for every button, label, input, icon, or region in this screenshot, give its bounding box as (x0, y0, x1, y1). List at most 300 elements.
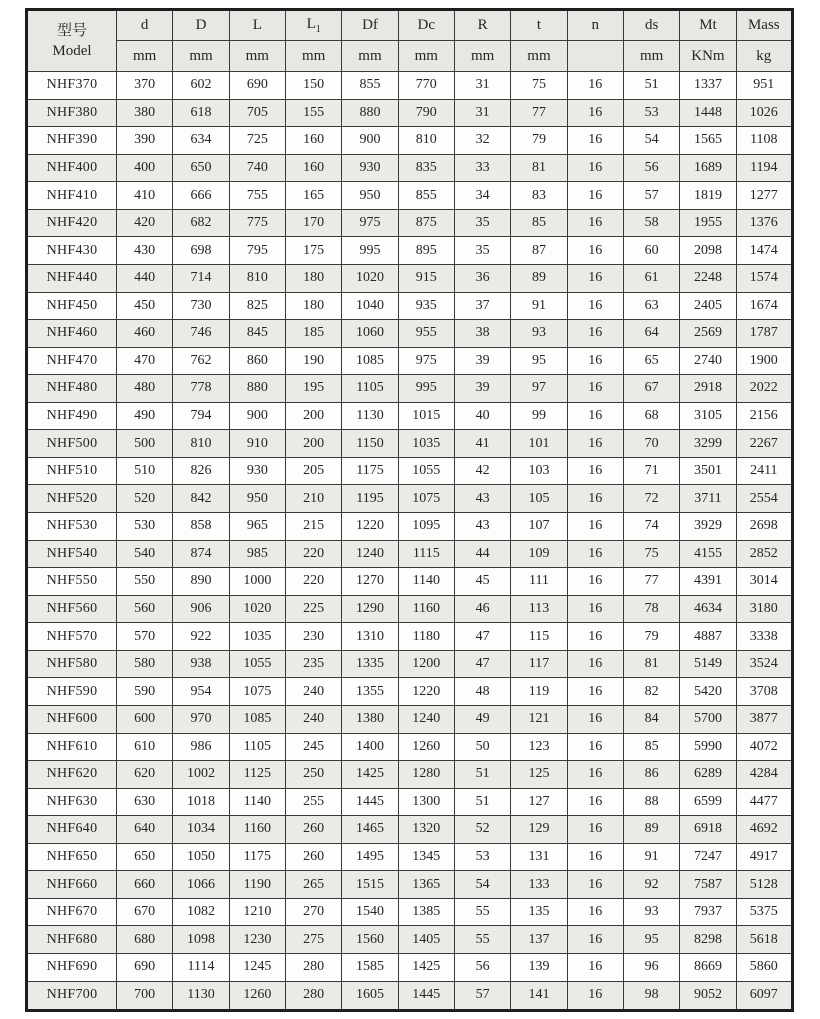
value-cell: 915 (398, 264, 454, 292)
value-cell: 1787 (736, 320, 792, 348)
model-cell: NHF670 (27, 898, 117, 926)
column-header: Mt (680, 10, 736, 41)
value-cell: 590 (117, 678, 173, 706)
value-cell: 1220 (342, 513, 398, 541)
value-cell: 1955 (680, 209, 736, 237)
value-cell: 103 (511, 457, 567, 485)
value-cell: 84 (623, 705, 679, 733)
value-cell: 2411 (736, 457, 792, 485)
value-cell: 1125 (229, 761, 285, 789)
value-cell: 1020 (229, 595, 285, 623)
table-row (27, 981, 793, 1010)
model-cell: NHF550 (27, 568, 117, 596)
table-row (27, 237, 793, 265)
value-cell: 57 (623, 182, 679, 210)
value-cell: 560 (117, 595, 173, 623)
value-cell: 1095 (398, 513, 454, 541)
value-cell: 690 (117, 954, 173, 982)
value-cell: 235 (285, 650, 341, 678)
value-cell: 670 (117, 898, 173, 926)
value-cell: 8298 (680, 926, 736, 954)
value-cell: 880 (342, 99, 398, 127)
value-cell: 1195 (342, 485, 398, 513)
value-cell: 810 (173, 430, 229, 458)
table-row (27, 898, 793, 926)
value-cell: 460 (117, 320, 173, 348)
value-cell: 390 (117, 127, 173, 155)
value-cell: 82 (623, 678, 679, 706)
value-cell: 99 (511, 402, 567, 430)
table-row (27, 513, 793, 541)
value-cell: 3711 (680, 485, 736, 513)
table-head (27, 10, 793, 72)
value-cell: 51 (454, 788, 510, 816)
coupling-spec-table (25, 8, 794, 1012)
value-cell: 634 (173, 127, 229, 155)
value-cell: 16 (567, 733, 623, 761)
model-cell: NHF690 (27, 954, 117, 982)
value-cell: 910 (229, 430, 285, 458)
value-cell: 6097 (736, 981, 792, 1010)
value-cell: 123 (511, 733, 567, 761)
value-cell: 70 (623, 430, 679, 458)
value-cell: 33 (454, 154, 510, 182)
value-cell: 762 (173, 347, 229, 375)
table-row (27, 568, 793, 596)
value-cell: 570 (117, 623, 173, 651)
value-cell: 778 (173, 375, 229, 403)
table-row (27, 127, 793, 155)
value-cell: 1000 (229, 568, 285, 596)
value-cell: 1160 (398, 595, 454, 623)
value-cell: 225 (285, 595, 341, 623)
value-cell: 1020 (342, 264, 398, 292)
value-cell: 790 (398, 99, 454, 127)
value-cell: 49 (454, 705, 510, 733)
value-cell: 85 (623, 733, 679, 761)
table-row (27, 788, 793, 816)
value-cell: 4284 (736, 761, 792, 789)
table-row (27, 375, 793, 403)
value-cell: 690 (229, 72, 285, 100)
value-cell: 1085 (342, 347, 398, 375)
value-cell: 1035 (229, 623, 285, 651)
value-cell: 714 (173, 264, 229, 292)
model-cell: NHF490 (27, 402, 117, 430)
model-cell: NHF680 (27, 926, 117, 954)
column-header: L (229, 10, 285, 41)
model-cell: NHF440 (27, 264, 117, 292)
value-cell: 41 (454, 430, 510, 458)
value-cell: 43 (454, 513, 510, 541)
value-cell: 16 (567, 540, 623, 568)
table-row (27, 402, 793, 430)
value-cell: 16 (567, 485, 623, 513)
value-cell: 1180 (398, 623, 454, 651)
value-cell: 1900 (736, 347, 792, 375)
value-cell: 36 (454, 264, 510, 292)
value-cell: 4477 (736, 788, 792, 816)
value-cell: 1448 (680, 99, 736, 127)
value-cell: 1474 (736, 237, 792, 265)
value-cell: 930 (229, 457, 285, 485)
value-cell: 16 (567, 650, 623, 678)
value-cell: 45 (454, 568, 510, 596)
value-cell: 16 (567, 264, 623, 292)
value-cell: 200 (285, 430, 341, 458)
value-cell: 79 (623, 623, 679, 651)
value-cell: 170 (285, 209, 341, 237)
value-cell: 700 (117, 981, 173, 1010)
model-cell: NHF510 (27, 457, 117, 485)
column-unit: mm (229, 41, 285, 72)
value-cell: 16 (567, 954, 623, 982)
value-cell: 16 (567, 981, 623, 1010)
value-cell: 75 (623, 540, 679, 568)
model-header-zh: 型号 (56, 22, 87, 39)
value-cell: 906 (173, 595, 229, 623)
value-cell: 922 (173, 623, 229, 651)
value-cell: 87 (511, 237, 567, 265)
value-cell: 842 (173, 485, 229, 513)
value-cell: 1140 (398, 568, 454, 596)
value-cell: 5375 (736, 898, 792, 926)
value-cell: 845 (229, 320, 285, 348)
value-cell: 3014 (736, 568, 792, 596)
value-cell: 53 (454, 843, 510, 871)
value-cell: 53 (623, 99, 679, 127)
value-cell: 16 (567, 788, 623, 816)
value-cell: 1425 (398, 954, 454, 982)
model-cell: NHF400 (27, 154, 117, 182)
value-cell: 1445 (398, 981, 454, 1010)
value-cell: 180 (285, 264, 341, 292)
column-header: Dc (398, 10, 454, 41)
model-cell: NHF630 (27, 788, 117, 816)
value-cell: 880 (229, 375, 285, 403)
value-cell: 93 (623, 898, 679, 926)
value-cell: 1270 (342, 568, 398, 596)
value-cell: 1175 (229, 843, 285, 871)
value-cell: 7247 (680, 843, 736, 871)
value-cell: 3180 (736, 595, 792, 623)
value-cell: 109 (511, 540, 567, 568)
value-cell: 1280 (398, 761, 454, 789)
value-cell: 40 (454, 402, 510, 430)
value-cell: 101 (511, 430, 567, 458)
value-cell: 6918 (680, 816, 736, 844)
table-body (27, 72, 793, 1011)
value-cell: 5860 (736, 954, 792, 982)
model-cell: NHF450 (27, 292, 117, 320)
value-cell: 43 (454, 485, 510, 513)
column-header: n (567, 10, 623, 41)
column-header: $L_1$ (285, 10, 341, 41)
value-cell: 1130 (173, 981, 229, 1010)
value-cell: 630 (117, 788, 173, 816)
value-cell: 430 (117, 237, 173, 265)
value-cell: 5990 (680, 733, 736, 761)
value-cell: 950 (229, 485, 285, 513)
value-cell: 89 (623, 816, 679, 844)
model-cell: NHF600 (27, 705, 117, 733)
value-cell: 210 (285, 485, 341, 513)
table-row (27, 761, 793, 789)
value-cell: 245 (285, 733, 341, 761)
value-cell: 54 (623, 127, 679, 155)
value-cell: 995 (398, 375, 454, 403)
value-cell: 2267 (736, 430, 792, 458)
value-cell: 39 (454, 375, 510, 403)
value-cell: 1085 (229, 705, 285, 733)
value-cell: 1055 (229, 650, 285, 678)
value-cell: 1060 (342, 320, 398, 348)
column-header: R (454, 10, 510, 41)
value-cell: 6289 (680, 761, 736, 789)
value-cell: 1230 (229, 926, 285, 954)
value-cell: 160 (285, 154, 341, 182)
value-cell: 682 (173, 209, 229, 237)
value-cell: 794 (173, 402, 229, 430)
value-cell: 650 (173, 154, 229, 182)
value-cell: 5700 (680, 705, 736, 733)
value-cell: 16 (567, 898, 623, 926)
value-cell: 740 (229, 154, 285, 182)
value-cell: 98 (623, 981, 679, 1010)
value-cell: 16 (567, 568, 623, 596)
model-cell: NHF610 (27, 733, 117, 761)
value-cell: 260 (285, 843, 341, 871)
value-cell: 125 (511, 761, 567, 789)
value-cell: 137 (511, 926, 567, 954)
value-cell: 64 (623, 320, 679, 348)
value-cell: 1140 (229, 788, 285, 816)
column-unit: mm (398, 41, 454, 72)
value-cell: 5128 (736, 871, 792, 899)
value-cell: 74 (623, 513, 679, 541)
value-cell: 35 (454, 209, 510, 237)
value-cell: 954 (173, 678, 229, 706)
value-cell: 640 (117, 816, 173, 844)
value-cell: 57 (454, 981, 510, 1010)
value-cell: 1674 (736, 292, 792, 320)
table-row (27, 954, 793, 982)
value-cell: 37 (454, 292, 510, 320)
value-cell: 775 (229, 209, 285, 237)
value-cell: 410 (117, 182, 173, 210)
value-cell: 139 (511, 954, 567, 982)
value-cell: 91 (623, 843, 679, 871)
value-cell: 68 (623, 402, 679, 430)
value-cell: 160 (285, 127, 341, 155)
value-cell: 1130 (342, 402, 398, 430)
value-cell: 680 (117, 926, 173, 954)
model-cell: NHF370 (27, 72, 117, 100)
value-cell: 31 (454, 99, 510, 127)
value-cell: 938 (173, 650, 229, 678)
header-label-row (27, 10, 793, 41)
value-cell: 16 (567, 816, 623, 844)
value-cell: 935 (398, 292, 454, 320)
value-cell: 951 (736, 72, 792, 100)
value-cell: 550 (117, 568, 173, 596)
value-cell: 260 (285, 816, 341, 844)
value-cell: 1220 (398, 678, 454, 706)
value-cell: 16 (567, 127, 623, 155)
value-cell: 1002 (173, 761, 229, 789)
value-cell: 1035 (398, 430, 454, 458)
value-cell: 97 (511, 375, 567, 403)
value-cell: 6599 (680, 788, 736, 816)
value-cell: 1075 (398, 485, 454, 513)
value-cell: 860 (229, 347, 285, 375)
value-cell: 1108 (736, 127, 792, 155)
model-cell: NHF520 (27, 485, 117, 513)
value-cell: 61 (623, 264, 679, 292)
value-cell: 1565 (680, 127, 736, 155)
value-cell: 50 (454, 733, 510, 761)
value-cell: 47 (454, 650, 510, 678)
value-cell: 470 (117, 347, 173, 375)
value-cell: 180 (285, 292, 341, 320)
value-cell: 890 (173, 568, 229, 596)
value-cell: 95 (623, 926, 679, 954)
value-cell: 666 (173, 182, 229, 210)
value-cell: 32 (454, 127, 510, 155)
model-cell: NHF530 (27, 513, 117, 541)
value-cell: 16 (567, 871, 623, 899)
value-cell: 275 (285, 926, 341, 954)
value-cell: 42 (454, 457, 510, 485)
value-cell: 93 (511, 320, 567, 348)
value-cell: 35 (454, 237, 510, 265)
value-cell: 79 (511, 127, 567, 155)
table-row (27, 485, 793, 513)
column-unit: kg (736, 41, 792, 72)
value-cell: 60 (623, 237, 679, 265)
column-unit (567, 41, 623, 72)
table-row (27, 430, 793, 458)
value-cell: 900 (229, 402, 285, 430)
model-cell: NHF650 (27, 843, 117, 871)
value-cell: 16 (567, 375, 623, 403)
value-cell: 1605 (342, 981, 398, 1010)
model-cell: NHF420 (27, 209, 117, 237)
value-cell: 89 (511, 264, 567, 292)
value-cell: 825 (229, 292, 285, 320)
value-cell: 16 (567, 761, 623, 789)
value-cell: 150 (285, 72, 341, 100)
value-cell: 265 (285, 871, 341, 899)
table-row (27, 623, 793, 651)
value-cell: 858 (173, 513, 229, 541)
value-cell: 54 (454, 871, 510, 899)
value-cell: 67 (623, 375, 679, 403)
value-cell: 4692 (736, 816, 792, 844)
value-cell: 2740 (680, 347, 736, 375)
value-cell: 1260 (398, 733, 454, 761)
value-cell: 4391 (680, 568, 736, 596)
value-cell: 1380 (342, 705, 398, 733)
value-cell: 47 (454, 623, 510, 651)
value-cell: 71 (623, 457, 679, 485)
value-cell: 1150 (342, 430, 398, 458)
value-cell: 16 (567, 237, 623, 265)
value-cell: 2098 (680, 237, 736, 265)
value-cell: 618 (173, 99, 229, 127)
value-cell: 1819 (680, 182, 736, 210)
value-cell: 280 (285, 954, 341, 982)
value-cell: 826 (173, 457, 229, 485)
value-cell: 16 (567, 843, 623, 871)
value-cell: 610 (117, 733, 173, 761)
value-cell: 3524 (736, 650, 792, 678)
value-cell: 855 (342, 72, 398, 100)
value-cell: 965 (229, 513, 285, 541)
value-cell: 1385 (398, 898, 454, 926)
model-cell: NHF460 (27, 320, 117, 348)
model-cell: NHF390 (27, 127, 117, 155)
value-cell: 133 (511, 871, 567, 899)
value-cell: 1105 (342, 375, 398, 403)
value-cell: 1018 (173, 788, 229, 816)
value-cell: 500 (117, 430, 173, 458)
value-cell: 190 (285, 347, 341, 375)
value-cell: 119 (511, 678, 567, 706)
value-cell: 602 (173, 72, 229, 100)
value-cell: 185 (285, 320, 341, 348)
value-cell: 16 (567, 99, 623, 127)
value-cell: 1290 (342, 595, 398, 623)
value-cell: 1337 (680, 72, 736, 100)
model-cell: NHF620 (27, 761, 117, 789)
value-cell: 81 (511, 154, 567, 182)
value-cell: 52 (454, 816, 510, 844)
value-cell: 230 (285, 623, 341, 651)
column-header: D (173, 10, 229, 41)
value-cell: 56 (454, 954, 510, 982)
model-cell: NHF700 (27, 981, 117, 1010)
value-cell: 16 (567, 182, 623, 210)
value-cell: 4634 (680, 595, 736, 623)
value-cell: 1240 (342, 540, 398, 568)
header-unit-row (27, 41, 793, 72)
value-cell: 4155 (680, 540, 736, 568)
model-cell: NHF480 (27, 375, 117, 403)
model-cell: NHF560 (27, 595, 117, 623)
column-unit: mm (117, 41, 173, 72)
value-cell: 698 (173, 237, 229, 265)
value-cell: 9052 (680, 981, 736, 1010)
value-cell: 1075 (229, 678, 285, 706)
value-cell: 855 (398, 182, 454, 210)
value-cell: 650 (117, 843, 173, 871)
value-cell: 39 (454, 347, 510, 375)
model-cell: NHF410 (27, 182, 117, 210)
table-row (27, 99, 793, 127)
value-cell: 420 (117, 209, 173, 237)
model-cell: NHF580 (27, 650, 117, 678)
value-cell: 1240 (398, 705, 454, 733)
value-cell: 220 (285, 540, 341, 568)
value-cell: 16 (567, 705, 623, 733)
value-cell: 540 (117, 540, 173, 568)
value-cell: 660 (117, 871, 173, 899)
value-cell: 1405 (398, 926, 454, 954)
model-cell: NHF540 (27, 540, 117, 568)
table-row (27, 843, 793, 871)
value-cell: 875 (398, 209, 454, 237)
